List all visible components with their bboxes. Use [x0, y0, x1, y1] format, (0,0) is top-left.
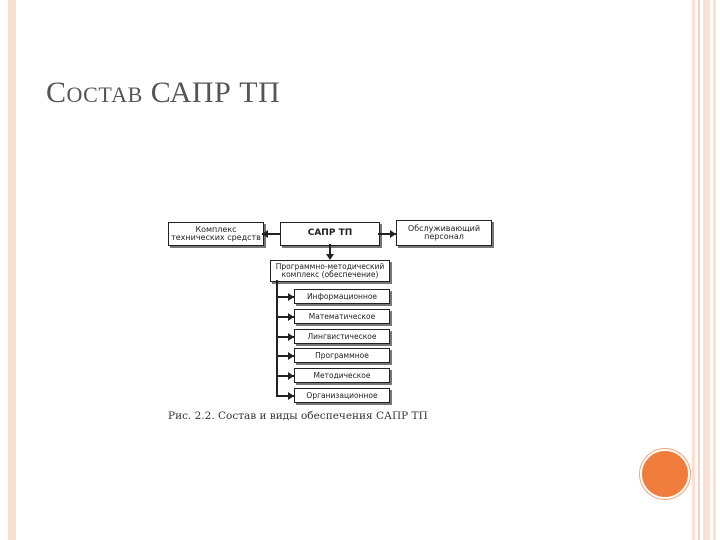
right-frame-bar	[692, 0, 695, 540]
technical-means-box: Комплекс технических средств	[168, 222, 264, 246]
arrow-head	[262, 230, 268, 238]
subsystem-box-software: Программное	[294, 348, 390, 363]
right-frame-bar	[713, 0, 716, 540]
personnel-box: Обслуживающий персонал	[396, 220, 492, 246]
sapr-structure-diagram	[150, 210, 510, 440]
software-complex-box: Программно-методический комплекс (обеспечение)	[270, 260, 390, 282]
subsystem-box-organizational: Организационное	[294, 388, 390, 403]
accent-circle-decoration	[640, 449, 690, 499]
subsystem-box-mathematical: Математическое	[294, 309, 390, 324]
slide-title	[46, 76, 280, 110]
title-smallcaps: ОСТАВ	[66, 82, 143, 107]
subsystem-box-informational: Информационное	[294, 289, 390, 304]
right-frame-bar	[698, 0, 700, 540]
left-frame-bar	[8, 0, 16, 540]
right-frame-bar	[703, 0, 710, 540]
sapr-tp-box: САПР ТП	[280, 222, 380, 246]
figure-caption: Рис. 2.2. Состав и виды обеспечения САПР ТП	[168, 410, 428, 422]
subsystem-box-methodical: Методическое	[294, 368, 390, 383]
title-first-letter: С	[46, 76, 67, 109]
arrow-head	[390, 230, 396, 238]
subsystem-box-linguistic: Лингвистическое	[294, 329, 390, 344]
title-rest: САПР ТП	[142, 76, 281, 109]
